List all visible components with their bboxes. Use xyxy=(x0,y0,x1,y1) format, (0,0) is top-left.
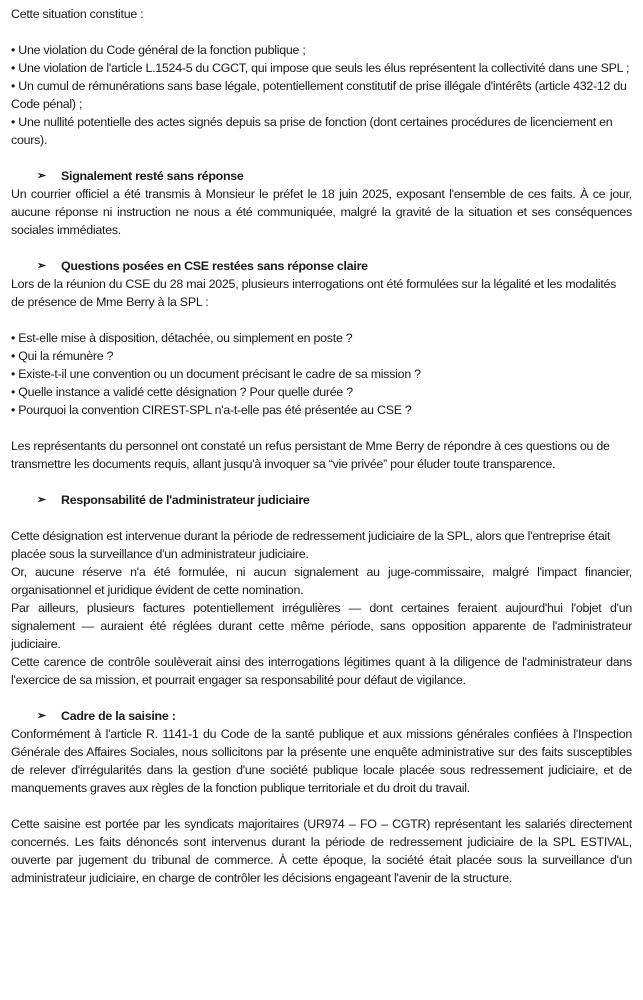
question-item: • Quelle instance a validé cette désignation ? Pour quelle durée ? xyxy=(11,383,632,401)
section-paragraph: Or, aucune réserve n'a été formulée, ni aucun signalement au juge-commissaire, malgré l'impact financier, organisationnel et juridique évident de cette nomination. xyxy=(11,565,632,597)
question-item: • Est-elle mise à disposition, détachée, ou simplement en poste ? xyxy=(11,329,632,347)
section-heading-responsabilite xyxy=(11,491,632,509)
arrow-bullet-icon: ➢ xyxy=(37,494,46,506)
violation-item: • Un cumul de rémunérations sans base légale, potentiellement constitutif de prise illégale d'intérêts (article 432-12 du Code pénal) ; xyxy=(11,77,632,113)
spacer xyxy=(11,797,632,815)
arrow-bullet-icon: ➢ xyxy=(37,170,46,182)
section-paragraph: Cette carence de contrôle soulèverait ainsi des interrogations légitimes quant à la diligence de l'administrateur dans l'exercice de sa mission, et pourrait engager sa responsabilité pour défaut de vigilance. xyxy=(11,655,632,687)
section-title: Signalement resté sans réponse xyxy=(61,169,244,183)
spacer xyxy=(11,419,632,437)
section-title: Questions posées en CSE restées sans réponse claire xyxy=(61,259,368,273)
arrow-bullet-icon: ➢ xyxy=(37,260,46,272)
section-paragraph: Un courrier officiel a été transmis à Monsieur le préfet le 18 juin 2025, exposant l'ensemble de ces faits. À ce jour, aucune réponse ni instruction ne nous a été communiquée, malgré la gravité de la situation et ses conséquences sociales immédiates. xyxy=(11,187,632,237)
violation-item: • Une nullité potentielle des actes signés depuis sa prise de fonction (dont certaines procédures de licenciement en cours). xyxy=(11,113,632,149)
section-paragraph: Cette désignation est intervenue durant la période de redressement judiciaire de la SPL, alors que l'entreprise était placée sous la surveillance d'un administrateur judiciaire. xyxy=(11,529,611,561)
spacer xyxy=(11,473,632,491)
section-heading-signalement xyxy=(11,167,632,185)
section-title: Responsabilité de l'administrateur judiciaire xyxy=(61,493,310,507)
section-paragraph: Par ailleurs, plusieurs factures potentiellement irrégulières — dont certaines feraient aujourd'hui l'objet d'un signalement — auraient été réglées durant cette même période, sans opposition apparente de l'administrateur judiciaire. xyxy=(11,601,632,651)
question-item: • Existe-t-il une convention ou un document précisant le cadre de sa mission ? xyxy=(11,365,632,383)
section-paragraph: Cette saisine est portée par les syndicats majoritaires (UR974 – FO – CGTR) représentant les salariés directement concernés. Les faits dénoncés sont intervenus durant la période de redressement judiciaire de la SPL ESTIVAL, ouverte par jugement du tribunal de commerce. À cette époque, la société était placée sous la surveillance d'un administrateur judiciaire, en charge de contrôler les décisions engageant l'avenir de la structure. xyxy=(11,817,632,885)
question-item: • Pourquoi la convention CIREST-SPL n'a-t-elle pas été présentée au CSE ? xyxy=(11,401,632,419)
spacer xyxy=(11,239,632,257)
section-paragraph: Lors de la réunion du CSE du 28 mai 2025, plusieurs interrogations ont été formulées sur la légalité et les modalités de présence de Mme Berry à la SPL : xyxy=(11,277,617,309)
section-title: Cadre de la saisine : xyxy=(61,709,176,723)
section-paragraph: Les représentants du personnel ont constaté un refus persistant de Mme Berry de répondre à ces questions ou de transmettre les documents requis, allant jusqu'à invoquer sa “vie privée” pour éluder toute transparence. xyxy=(11,439,610,471)
spacer xyxy=(11,149,632,167)
intro-text: Cette situation constitue : xyxy=(11,7,144,21)
violation-item: • Une violation du Code général de la fonction publique ; xyxy=(11,41,632,59)
section-paragraph: Conformément à l'article R. 1141-1 du Code de la santé publique et aux missions générales confiées à l'Inspection Générale des Affaires Sociales, nous sollicitons par la présente une enquête administrative sur des faits susceptibles de relever d'irrégularités dans la gestion d'une société publique locale placée sous redressement judiciaire, et de manquements graves aux règles de la fonction publique territoriale et du droit du travail. xyxy=(11,727,632,795)
spacer xyxy=(11,509,632,527)
spacer xyxy=(11,311,632,329)
spacer xyxy=(11,23,632,41)
violation-item: • Une violation de l'article L.1524-5 du CGCT, qui impose que seuls les élus représentent la collectivité dans une SPL ; xyxy=(11,59,632,77)
spacer xyxy=(11,689,632,707)
section-heading-questions-cse xyxy=(11,257,632,275)
arrow-bullet-icon: ➢ xyxy=(37,710,46,722)
question-item: • Qui la rémunère ? xyxy=(11,347,632,365)
section-heading-cadre-saisine xyxy=(11,707,632,725)
